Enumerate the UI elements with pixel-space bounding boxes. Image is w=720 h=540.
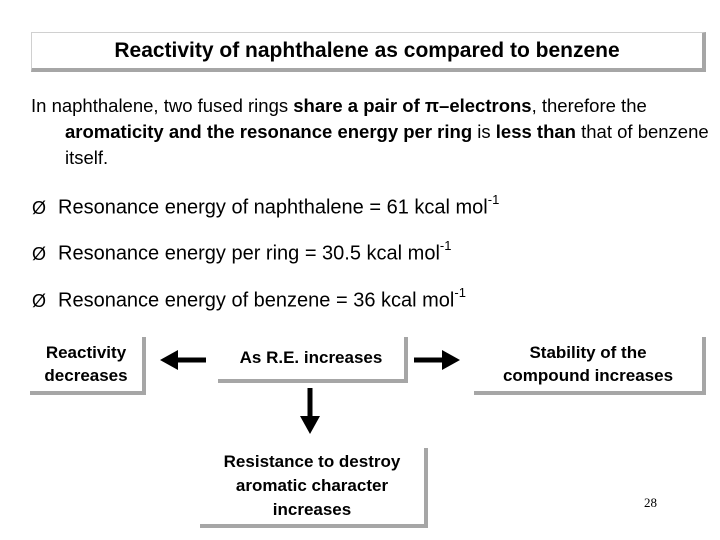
reactivity-line: Reactivity: [45, 343, 127, 362]
intro-segment: In naphthalene, two fused rings: [31, 95, 294, 116]
page-number: 28: [644, 495, 657, 510]
stability-line: compound increases: [502, 366, 674, 385]
bullet-superscript: -1: [454, 285, 466, 300]
bullet-text: Resonance energy of benzene = 36 kcal mol: [58, 289, 455, 312]
stability-line: Stability of the: [529, 343, 647, 362]
reactivity-box: [30, 337, 146, 395]
bullet-energy-per-ring: [32, 240, 451, 266]
bullet-arrow-icon: Ø: [32, 290, 47, 311]
intro-segment-bold: aromaticity and the resonance energy per ring: [65, 121, 473, 142]
intro-paragraph: [31, 93, 720, 171]
bullet-text: Resonance energy per ring = 30.5 kcal mol: [58, 242, 440, 265]
intro-segment: , therefore the: [531, 95, 647, 116]
resistance-line: increases: [272, 500, 352, 519]
arrow-left-icon: [160, 350, 206, 370]
intro-segment-bold: less than: [495, 121, 576, 142]
bullet-superscript: -1: [439, 238, 452, 253]
arrow-down-icon: [300, 388, 320, 434]
bullet-arrow-icon: Ø: [32, 243, 47, 264]
arrow-right-icon: [414, 350, 460, 370]
reactivity-line: decreases: [44, 366, 128, 385]
bullet-naphthalene-energy: [32, 194, 499, 220]
stability-box: [474, 337, 706, 395]
resistance-line: aromatic character: [235, 476, 389, 495]
re-increases-box: As R.E. increases: [218, 337, 408, 383]
intro-segment-bold: share a pair of π–electrons: [293, 95, 532, 116]
bullet-text: Resonance energy of naphthalene = 61 kcal mol: [58, 196, 488, 219]
resistance-line: Resistance to destroy: [223, 452, 401, 471]
resistance-box: [200, 448, 428, 528]
intro-segment: that of benzene itself.: [65, 121, 709, 168]
bullet-arrow-icon: Ø: [32, 197, 47, 218]
intro-segment: is: [472, 121, 496, 142]
bullet-benzene-energy: [32, 287, 466, 313]
slide-title: Reactivity of naphthalene as compared to benzene: [31, 32, 706, 72]
bullet-superscript: -1: [487, 192, 500, 207]
